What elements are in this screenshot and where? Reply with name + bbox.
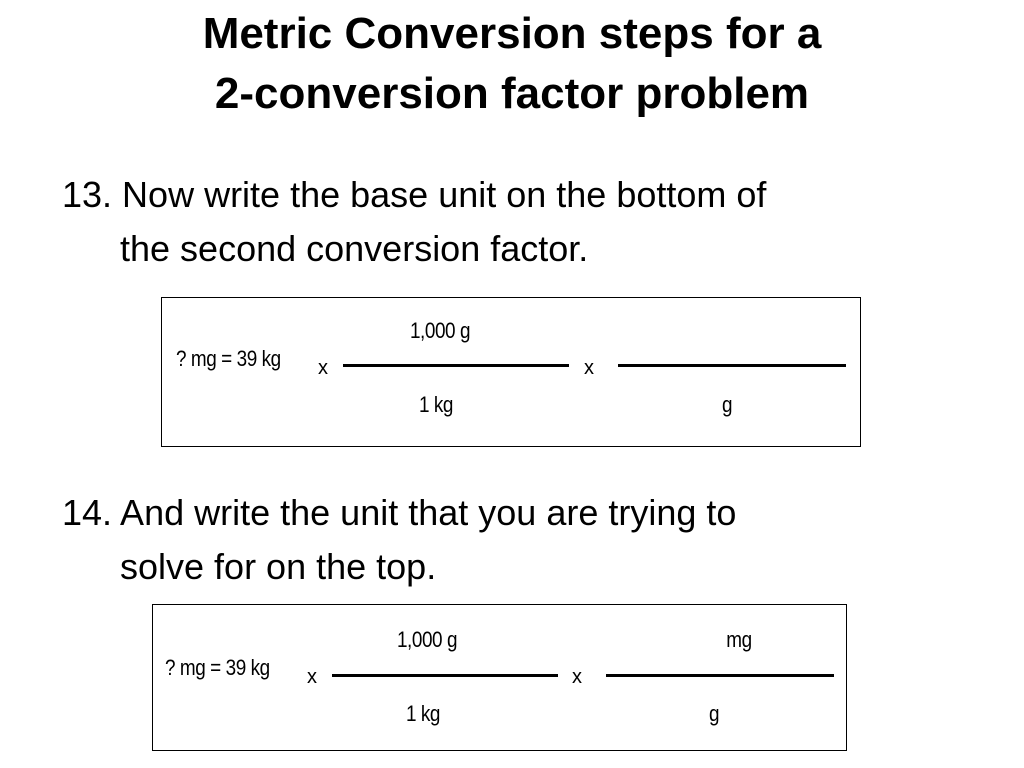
step-13-line-1: 13. Now write the base unit on the bottom of: [62, 174, 767, 215]
multiply-sign: x: [318, 357, 328, 379]
slide-title-line-1: Metric Conversion steps for a: [202, 9, 822, 58]
factor-1-denominator: 1 kg: [405, 701, 441, 726]
multiply-sign: x: [572, 666, 582, 688]
factor-2-numerator: mg: [726, 627, 752, 652]
factor-2-denominator: g: [708, 701, 720, 726]
factor-1-fraction-bar: [343, 364, 569, 367]
multiply-sign: x: [584, 357, 594, 379]
equation-box-step-13: [161, 297, 861, 447]
equation-lhs: ? mg = 39 kg: [176, 346, 281, 371]
factor-1-denominator: 1 kg: [418, 392, 454, 417]
equation-box-step-14: [152, 604, 847, 751]
factor-1-numerator: 1,000 g: [409, 318, 471, 343]
factor-1-fraction-bar: [332, 674, 558, 677]
equation-lhs: ? mg = 39 kg: [165, 655, 270, 680]
step-14-line-2: solve for on the top.: [120, 546, 437, 587]
factor-2-fraction-bar: [606, 674, 834, 677]
step-13-line-2: the second conversion factor.: [120, 228, 589, 269]
multiply-sign: x: [307, 666, 317, 688]
step-13-text: [62, 168, 962, 276]
slide-title: [0, 4, 1024, 124]
factor-1-numerator: 1,000 g: [396, 627, 458, 652]
slide-title-line-2: 2-conversion factor problem: [214, 69, 810, 118]
factor-2-denominator: g: [721, 392, 733, 417]
step-14-text: [62, 486, 962, 594]
step-14-line-1: 14. And write the unit that you are trying to: [62, 492, 737, 533]
factor-2-fraction-bar: [618, 364, 846, 367]
